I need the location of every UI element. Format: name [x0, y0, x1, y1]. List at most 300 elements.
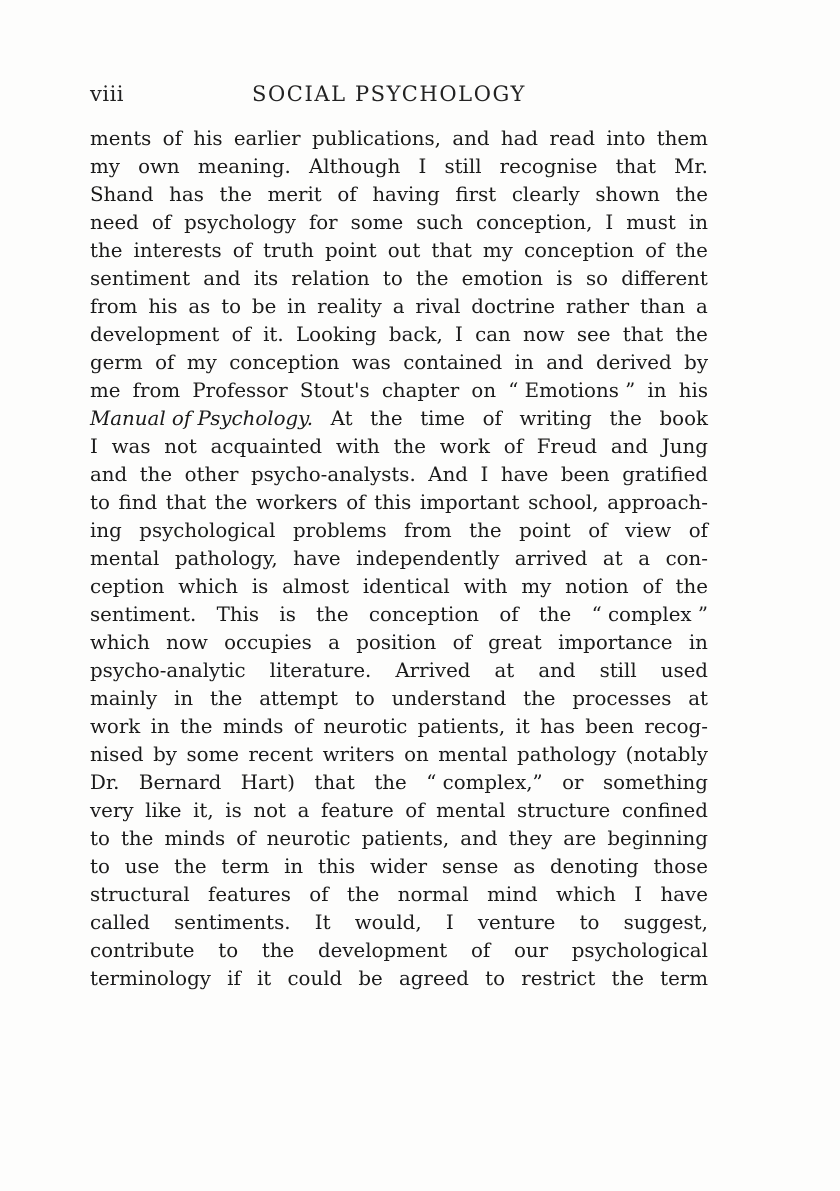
word: of	[482, 407, 502, 430]
text-line	[90, 377, 708, 405]
word: identical	[362, 575, 450, 598]
word: been	[585, 715, 635, 738]
word: conception	[368, 603, 479, 626]
word: of	[232, 239, 252, 262]
word: find	[118, 491, 158, 514]
word: in	[174, 687, 194, 710]
word: mental	[438, 743, 508, 766]
word: truth	[263, 239, 314, 262]
word: and	[538, 659, 576, 682]
word: recent	[248, 743, 314, 766]
word: features	[208, 883, 291, 906]
text-line	[90, 405, 708, 433]
word: in	[150, 715, 170, 738]
word: Manual of Psychology.	[90, 407, 314, 430]
word: the	[370, 407, 403, 430]
word: of	[470, 939, 491, 962]
text-line	[90, 601, 708, 629]
word: a	[638, 547, 651, 570]
word: not	[164, 435, 197, 458]
word: very	[90, 799, 134, 822]
word: or	[562, 771, 584, 794]
word: mental	[90, 547, 160, 570]
word: Mr.	[674, 155, 708, 178]
word: it.	[263, 323, 284, 346]
word: this	[317, 855, 356, 878]
word: our	[513, 939, 549, 962]
word: doctrine	[471, 295, 556, 318]
text-line	[90, 965, 708, 993]
text-line	[90, 461, 708, 489]
word: my	[90, 155, 120, 178]
word: with	[463, 575, 508, 598]
word: have	[660, 883, 708, 906]
word: could	[287, 967, 343, 990]
word: I	[90, 435, 98, 458]
word: sentiment	[90, 267, 191, 290]
text-line	[90, 433, 708, 461]
word: the	[316, 603, 349, 626]
word: the	[374, 771, 407, 794]
word: first	[455, 183, 497, 206]
word: It	[314, 911, 331, 934]
word: on	[471, 379, 497, 402]
word: of	[346, 491, 366, 514]
word: the	[469, 519, 502, 542]
word: with	[335, 435, 380, 458]
text-line	[90, 909, 708, 937]
word: reality	[317, 295, 382, 318]
word: and	[546, 351, 584, 374]
word: At	[330, 407, 353, 430]
word: importance	[558, 631, 673, 654]
word: of	[452, 631, 472, 654]
word: clearly	[511, 183, 580, 206]
word: neurotic	[323, 715, 408, 738]
word: the	[174, 855, 207, 878]
word: recognise	[499, 155, 598, 178]
word: psychological	[571, 939, 708, 962]
word: the	[611, 967, 644, 990]
word: psycho-analysts.	[250, 463, 416, 486]
word: the	[139, 463, 173, 486]
word: to	[579, 911, 600, 934]
word: need	[90, 211, 139, 234]
word: back,	[388, 323, 443, 346]
text-line	[90, 797, 708, 825]
word: if	[227, 967, 241, 990]
word: workers	[255, 491, 338, 514]
word: Professor	[192, 379, 288, 402]
word: my	[482, 239, 513, 262]
word: other	[184, 463, 239, 486]
word: the	[609, 407, 642, 430]
word: in	[647, 379, 667, 402]
word: the	[261, 939, 295, 962]
word: (notably	[625, 743, 708, 766]
word: from	[90, 295, 138, 318]
word: sense	[441, 855, 499, 878]
word: is	[225, 799, 242, 822]
word: some	[186, 743, 239, 766]
word: of	[688, 519, 708, 542]
word: I	[480, 463, 489, 486]
word: the	[120, 827, 154, 850]
word: and	[460, 827, 498, 850]
word: literature.	[269, 659, 372, 682]
text-line	[90, 545, 708, 573]
word: now	[523, 323, 565, 346]
word: earlier	[233, 127, 301, 150]
word: sentiments.	[174, 911, 291, 934]
word: from	[404, 519, 452, 542]
word: Jung	[661, 435, 708, 458]
word: in	[688, 211, 708, 234]
word: and	[452, 127, 490, 150]
word: that	[615, 155, 656, 178]
text-line	[90, 629, 708, 657]
word: of	[231, 323, 251, 346]
word: interests	[133, 239, 222, 262]
word: confined	[621, 799, 708, 822]
word: of	[293, 715, 314, 738]
word: I	[455, 323, 463, 346]
word: my	[186, 351, 217, 374]
text-line	[90, 881, 708, 909]
running-head: SOCIAL PSYCHOLOGY	[252, 82, 526, 106]
text-line	[90, 657, 708, 685]
word: own	[138, 155, 180, 178]
word: normal	[397, 883, 469, 906]
word: shown	[595, 183, 660, 206]
word: than	[639, 295, 686, 318]
word: a	[297, 799, 310, 822]
text-line	[90, 573, 708, 601]
word: it	[256, 967, 272, 990]
text-line	[90, 713, 708, 741]
word: a	[392, 295, 405, 318]
word: great	[488, 631, 542, 654]
text-line	[90, 741, 708, 769]
word: work	[90, 715, 141, 738]
word: derived	[595, 351, 672, 374]
word: the	[416, 267, 449, 290]
word: from	[132, 379, 181, 402]
word: some	[350, 211, 404, 234]
word: mind	[487, 883, 538, 906]
word: And	[428, 463, 468, 486]
word: that	[165, 491, 207, 514]
text-line	[90, 321, 708, 349]
word: book	[659, 407, 708, 430]
word: was	[351, 351, 391, 374]
word: it	[515, 715, 530, 738]
word: problems	[292, 519, 387, 542]
text-line	[90, 209, 708, 237]
word: as	[513, 855, 536, 878]
word: conception	[523, 239, 635, 262]
word: independently	[356, 547, 500, 570]
word: it,	[193, 799, 214, 822]
word: which	[178, 575, 239, 598]
body-text	[90, 125, 708, 993]
word: have	[500, 463, 549, 486]
word: Shand	[90, 183, 154, 206]
text-line	[90, 125, 708, 153]
word: the	[219, 183, 252, 206]
word: to	[485, 967, 506, 990]
word: out	[387, 239, 421, 262]
word: acquainted	[210, 435, 323, 458]
word: and	[90, 463, 128, 486]
word: school,	[528, 491, 599, 514]
text-line	[90, 349, 708, 377]
word: and	[203, 267, 241, 290]
word: is	[279, 603, 296, 626]
word: Bernard	[138, 771, 222, 794]
word: still	[444, 155, 482, 178]
word: not	[253, 799, 286, 822]
word: in	[688, 631, 708, 654]
text-line	[90, 769, 708, 797]
word: like	[145, 799, 182, 822]
word: be	[251, 295, 277, 318]
word: psychological	[139, 519, 276, 542]
word: at	[602, 547, 623, 570]
word: of	[645, 239, 665, 262]
word: “ complex ”	[591, 603, 708, 626]
word: of	[337, 183, 357, 206]
word: must	[626, 211, 676, 234]
word: on	[404, 743, 429, 766]
word: the	[675, 323, 708, 346]
word: ments	[90, 127, 152, 150]
text-line	[90, 853, 708, 881]
word: of	[155, 351, 175, 374]
word: Looking	[295, 323, 377, 346]
word: This	[216, 603, 260, 626]
word: has	[540, 715, 575, 738]
word: of	[236, 827, 256, 850]
word: work	[439, 435, 491, 458]
word: structure	[517, 799, 611, 822]
word: be	[358, 967, 383, 990]
word: the	[393, 435, 426, 458]
word: denoting	[549, 855, 639, 878]
word: for	[308, 211, 338, 234]
word: had	[500, 127, 539, 150]
word: Although	[308, 155, 401, 178]
page-header	[90, 82, 710, 116]
word: which	[90, 631, 150, 654]
word: development	[90, 323, 220, 346]
word: by	[153, 743, 177, 766]
word: minds	[222, 715, 284, 738]
word: pathology,	[174, 547, 278, 570]
word: of	[151, 211, 172, 234]
word: conception	[229, 351, 340, 374]
word: I	[418, 155, 427, 178]
word: to	[221, 295, 242, 318]
word: has	[169, 183, 204, 206]
word: writing	[519, 407, 592, 430]
word: view	[625, 519, 672, 542]
word: to	[382, 267, 403, 290]
word: that	[314, 771, 355, 794]
word: in	[284, 855, 304, 878]
word: would,	[354, 911, 422, 934]
word: the	[538, 603, 572, 626]
word: used	[660, 659, 708, 682]
word: patients,	[361, 827, 450, 850]
word: arrived	[514, 547, 588, 570]
word: to	[90, 855, 110, 878]
word: of	[309, 883, 329, 906]
text-line	[90, 237, 708, 265]
word: see	[576, 323, 611, 346]
word: and	[610, 435, 649, 458]
word: are	[563, 827, 597, 850]
word: venture	[477, 911, 556, 934]
text-line	[90, 265, 708, 293]
word: so	[585, 267, 609, 290]
word: germ	[90, 351, 143, 374]
word: Hart)	[240, 771, 295, 794]
word: to	[90, 491, 110, 514]
word: pathology	[517, 743, 617, 766]
word: contained	[403, 351, 503, 374]
word: suggest,	[623, 911, 708, 934]
word: my	[521, 575, 552, 598]
text-line	[90, 685, 708, 713]
text-line	[90, 293, 708, 321]
word: that	[622, 323, 664, 346]
word: rather	[565, 295, 630, 318]
word: in	[287, 295, 307, 318]
word: the	[675, 183, 708, 206]
word: ing	[90, 519, 122, 542]
word: term	[221, 855, 270, 878]
word: publications,	[311, 127, 441, 150]
text-line	[90, 937, 708, 965]
word: use	[124, 855, 160, 878]
word: agreed	[398, 967, 469, 990]
word: nised	[90, 743, 144, 766]
word: attempt	[259, 687, 339, 710]
word: Dr.	[90, 771, 120, 794]
word: different	[621, 267, 708, 290]
word: the	[675, 239, 708, 262]
word: Freud	[536, 435, 598, 458]
word: the	[675, 575, 708, 598]
word: his	[148, 295, 178, 318]
word: as	[188, 295, 211, 318]
word: psychology	[184, 211, 296, 234]
word: of	[503, 435, 524, 458]
word: at	[688, 687, 708, 710]
word: mainly	[90, 687, 158, 710]
word: meaning.	[197, 155, 291, 178]
word: the	[214, 491, 248, 514]
word: chapter	[381, 379, 460, 402]
word: those	[653, 855, 708, 878]
word: his	[678, 379, 708, 402]
word: development	[317, 939, 448, 962]
word: now	[166, 631, 208, 654]
word: Stout's	[299, 379, 370, 402]
word: of	[588, 519, 608, 542]
word: to	[218, 939, 239, 962]
word: I	[605, 211, 614, 234]
word: position	[356, 631, 437, 654]
word: its	[253, 267, 279, 290]
text-line	[90, 489, 708, 517]
word: contribute	[90, 939, 195, 962]
word: such	[416, 211, 463, 234]
word: ception	[90, 575, 165, 598]
word: still	[599, 659, 637, 682]
word: mental	[436, 799, 506, 822]
word: have	[293, 547, 341, 570]
word: me	[90, 379, 121, 402]
word: to	[90, 827, 110, 850]
word: feature	[321, 799, 394, 822]
word: them	[656, 127, 708, 150]
text-line	[90, 181, 708, 209]
word: terminology	[90, 967, 211, 990]
word: con-	[665, 547, 708, 570]
word: point	[325, 239, 377, 262]
word: at	[494, 659, 515, 682]
word: to	[354, 687, 375, 710]
word: gratified	[622, 463, 708, 486]
word: the	[90, 239, 123, 262]
word: this	[374, 491, 412, 514]
word: Arrived	[395, 659, 471, 682]
word: point	[519, 519, 571, 542]
word: was	[111, 435, 151, 458]
word: by	[684, 351, 708, 374]
word: conception,	[475, 211, 593, 234]
word: emotion	[461, 267, 543, 290]
word: relation	[291, 267, 370, 290]
word: writers	[322, 743, 395, 766]
word: recog-	[644, 715, 708, 738]
word: rival	[415, 295, 461, 318]
word: something	[602, 771, 708, 794]
word: of	[162, 127, 182, 150]
word: his	[193, 127, 223, 150]
word: important	[419, 491, 520, 514]
word: they	[508, 827, 553, 850]
word: “ complex,”	[426, 771, 543, 794]
word: of	[405, 799, 425, 822]
word: almost	[282, 575, 350, 598]
word: is	[556, 267, 573, 290]
word: having	[372, 183, 440, 206]
text-line	[90, 153, 708, 181]
word: notion	[565, 575, 629, 598]
word: into	[606, 127, 646, 150]
word: structural	[90, 883, 190, 906]
word: read	[549, 127, 596, 150]
word: minds	[164, 827, 226, 850]
word: neurotic	[266, 827, 351, 850]
word: can	[475, 323, 511, 346]
word: of	[499, 603, 519, 626]
word: occupies	[224, 631, 312, 654]
word: the	[346, 883, 380, 906]
